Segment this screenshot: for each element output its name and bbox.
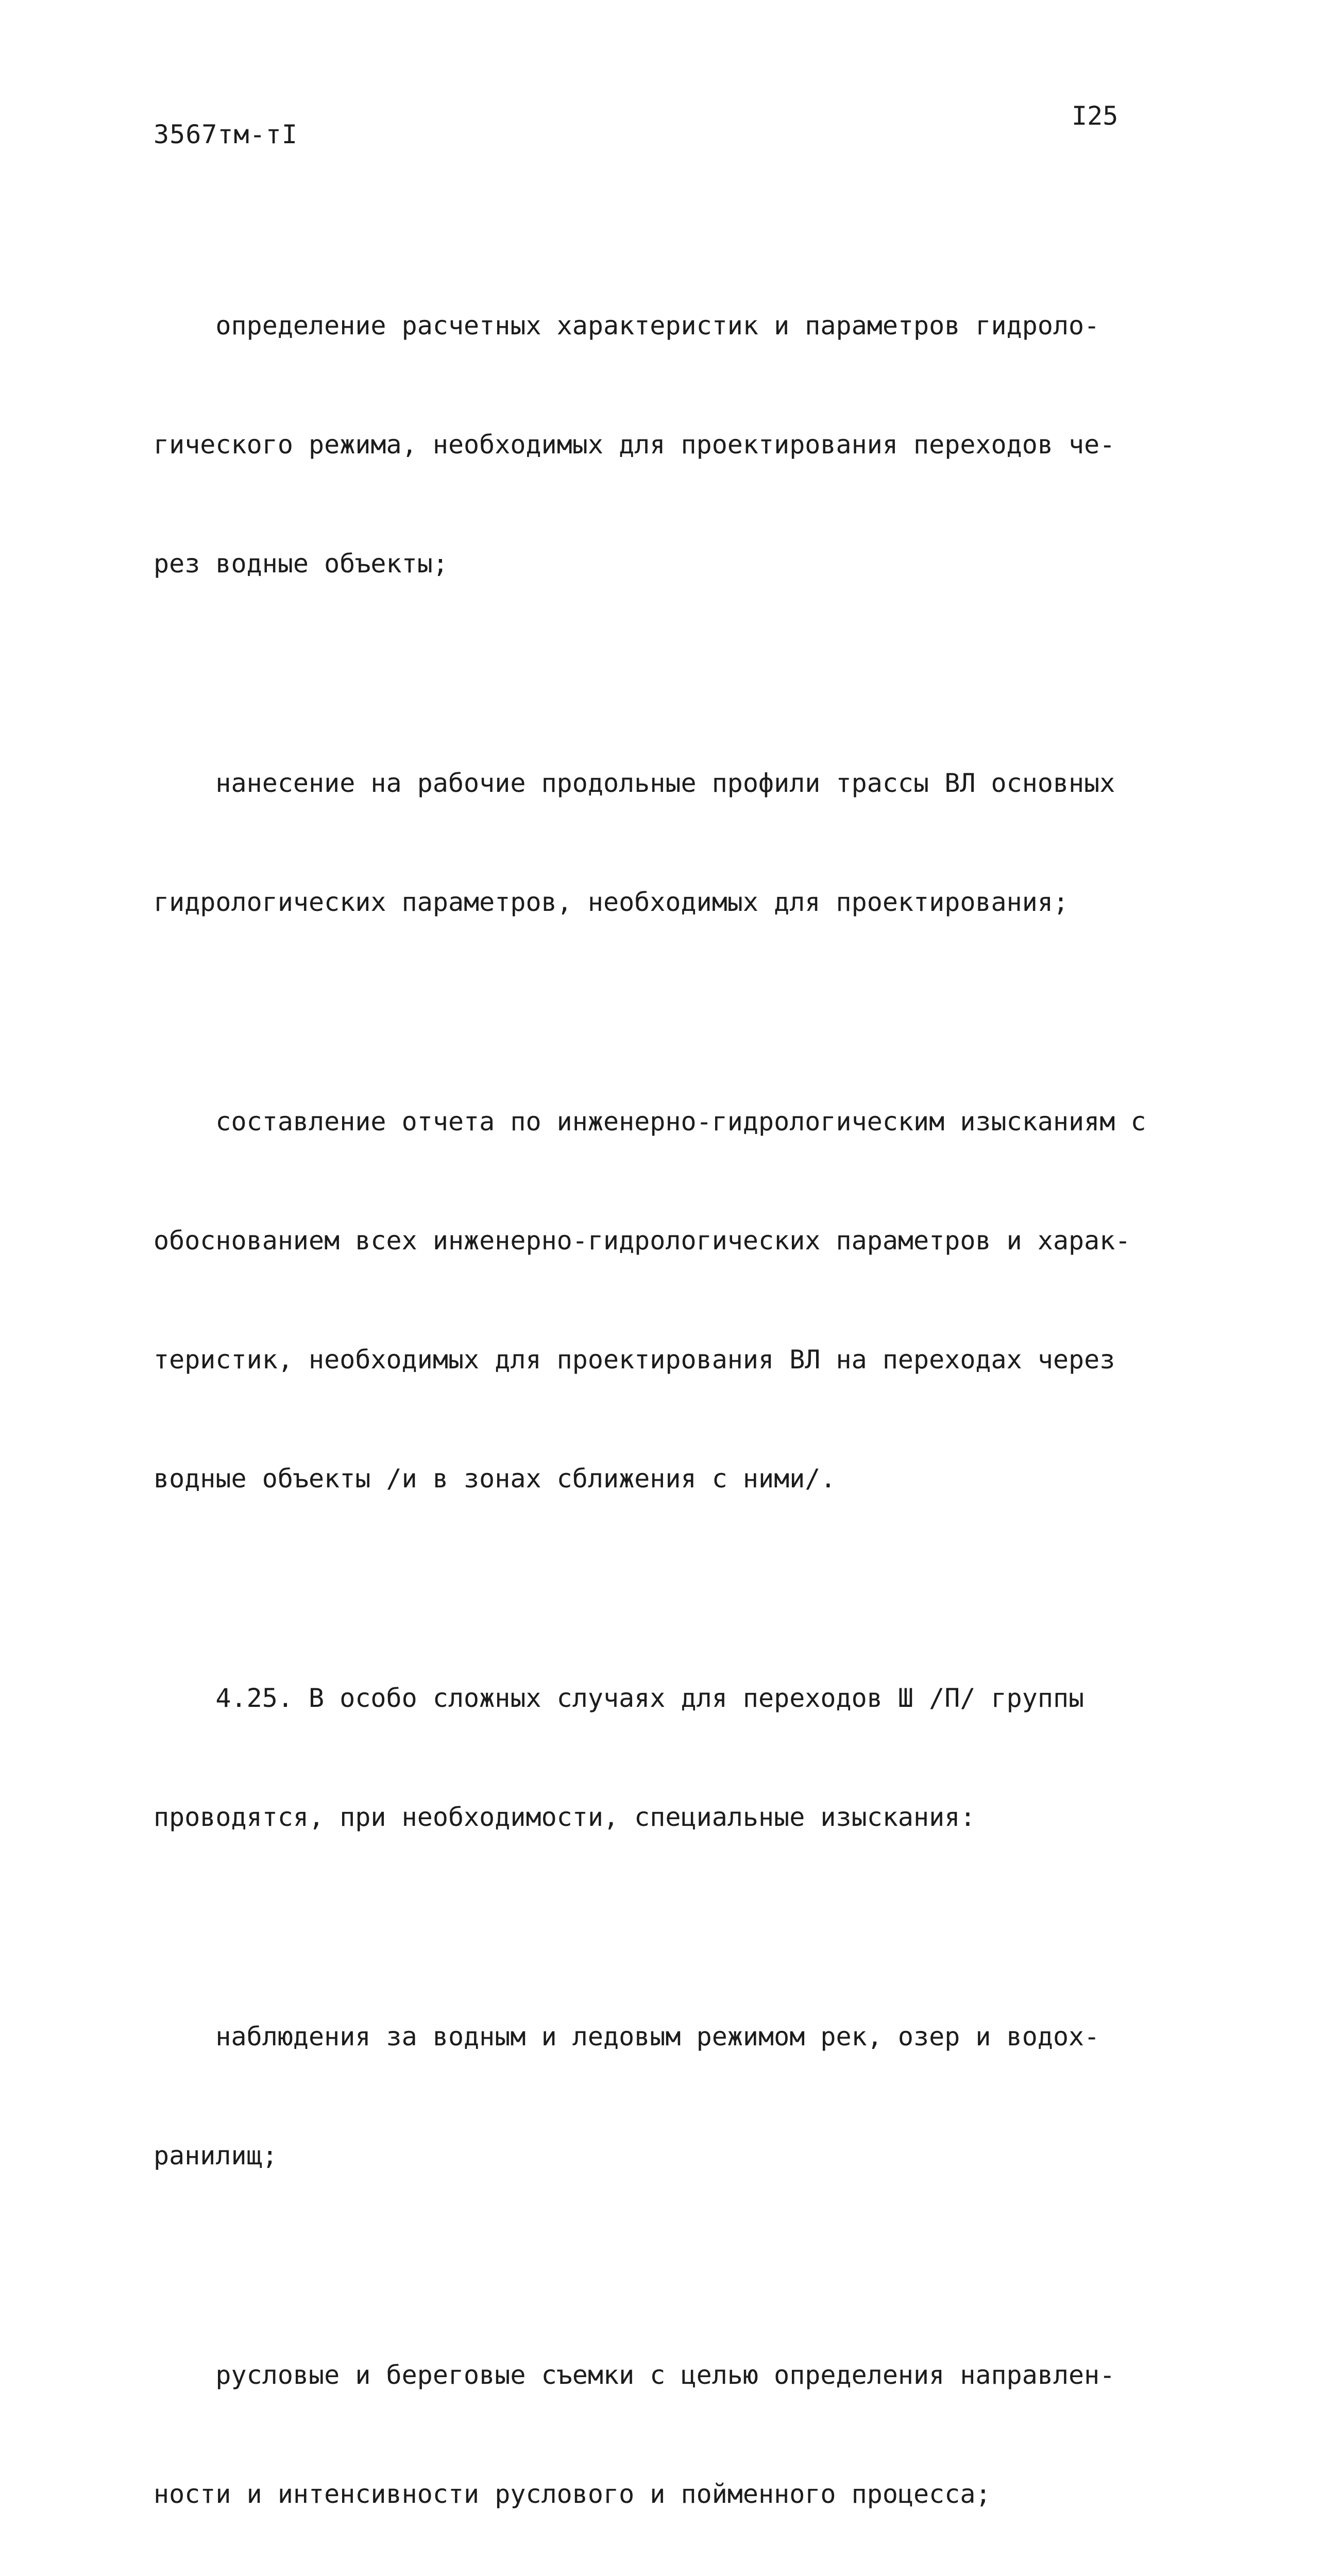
text-line: проводятся, при необходимости, специальные изыскания: — [154, 1802, 976, 1832]
text-line: определение расчетных характеристик и параметров гидроло- — [154, 311, 1100, 341]
paragraph — [154, 684, 1194, 1002]
text-line: ности и интенсивности руслового и пойменного процесса; — [154, 2479, 991, 2509]
text-line: нанесение на рабочие продольные профили трассы ВЛ основных — [154, 768, 1115, 798]
text-line: водные объекты /и в зонах сближения с ними/. — [154, 1464, 836, 1494]
text-line: русловые и береговые съемки с целью определения направлен- — [154, 2360, 1115, 2390]
body-text — [154, 227, 1194, 2576]
text-line: гического режима, необходимых для проектирования переходов че- — [154, 430, 1115, 460]
text-line: ранилищ; — [154, 2141, 278, 2171]
paragraph — [154, 1938, 1194, 2255]
text-line: теристик, необходимых для проектирования ВЛ на переходах через — [154, 1345, 1115, 1375]
text-line: наблюдения за водным и ледовым режимом рек, озер и водох- — [154, 2022, 1100, 2052]
text-line: 4.25. В особо сложных случаях для переходов Ш /П/ группы — [154, 1683, 1084, 1713]
paragraph — [154, 1023, 1194, 1578]
paragraph — [154, 2276, 1194, 2576]
paragraph — [154, 1599, 1194, 1917]
text-line: гидрологических параметров, необходимых для проектирования; — [154, 887, 1069, 917]
text-line: рез водные объекты; — [154, 549, 448, 579]
text-line: обоснованием всех инженерно-гидрологических параметров и харак- — [154, 1226, 1131, 1256]
paragraph — [154, 227, 1194, 663]
document-code: 3567тм-тI — [154, 120, 298, 149]
text-line: составление отчета по инженерно-гидрологическим изысканиям с — [154, 1107, 1146, 1137]
page-number: I25 — [1072, 101, 1118, 131]
